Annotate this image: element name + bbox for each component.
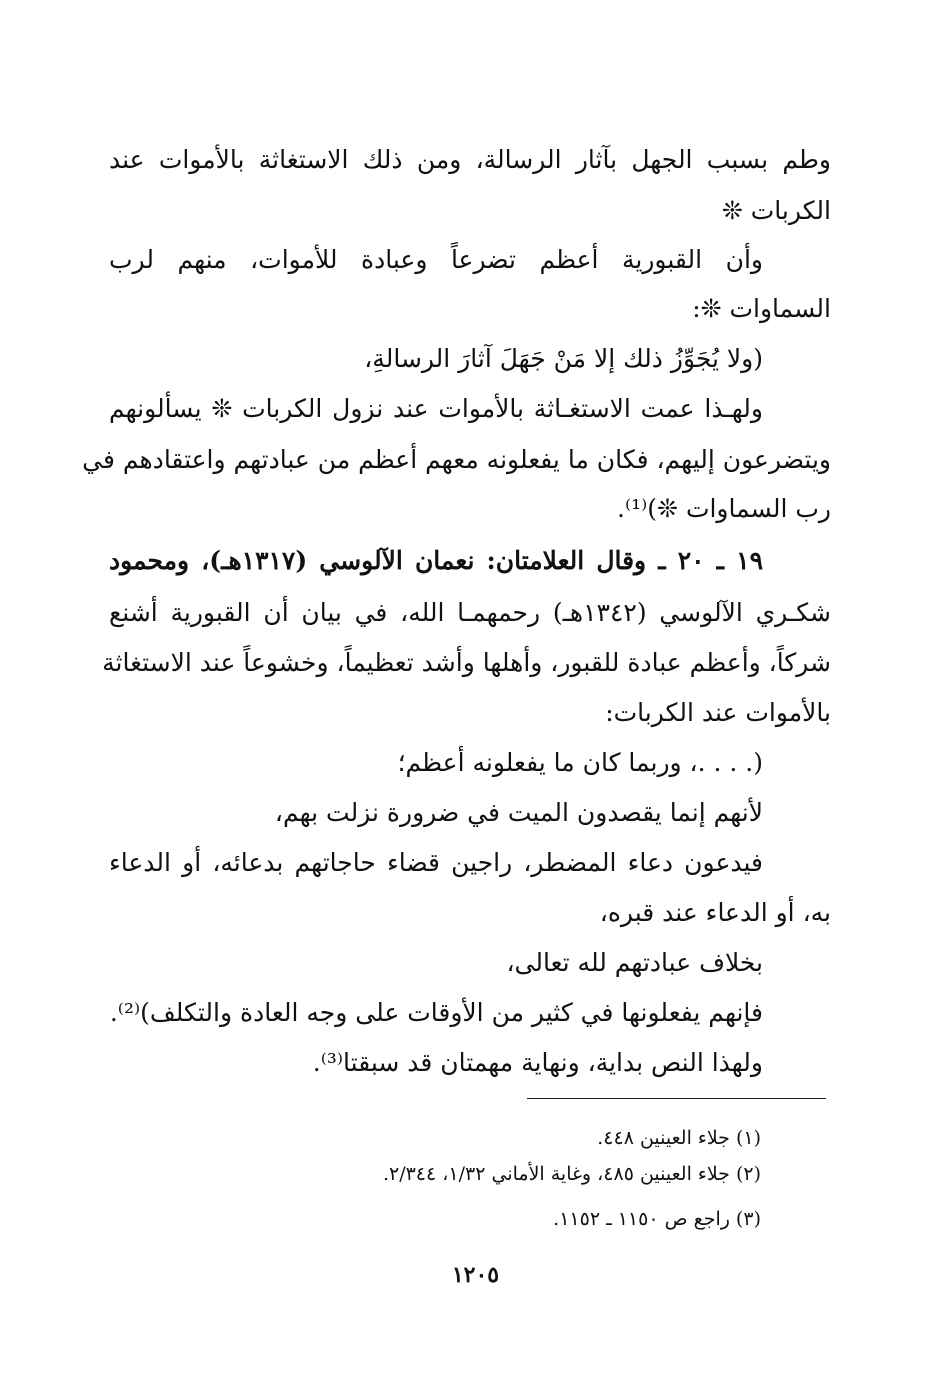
text-line: شركاً، وأعظم عبادة للقبور، وأهلها وأشد تعظيماً، وخشوعاً عند الاستغاثة bbox=[102, 648, 831, 677]
text-line: السماوات ❊: bbox=[692, 294, 831, 323]
footnote-1: (١) جلاء العينين ٤٤٨. bbox=[597, 1127, 761, 1149]
quote-line: (ولا يُجَوِّزُ ذلك إلا مَنْ جَهَلَ آثارَ الرسالةِ، bbox=[364, 344, 763, 373]
quote-line: بخلاف عبادتهم لله تعالى، bbox=[506, 948, 763, 977]
section-heading-line: ١٩ ـ ٢٠ ـ وقال العلامتان: نعمان الآلوسي (١٣١٧هـ)، ومحمود bbox=[109, 546, 763, 575]
text-line: ويتضرعون إليهم، فكان ما يفعلونه معهم أعظم من عبادتهم واعتقادهم في bbox=[82, 445, 831, 474]
text-line: وطم بسبب الجهل بآثار الرسالة، ومن ذلك الاستغاثة بالأموات عند bbox=[109, 145, 831, 174]
quote-line: فإنهم يفعلونها في كثير من الأوقات على وجه العادة والتكلف)⁽²⁾. bbox=[109, 998, 763, 1027]
quote-line: لأنهم إنما يقصدون الميت في ضرورة نزلت بهم، bbox=[274, 798, 763, 827]
footnote-divider bbox=[527, 1098, 826, 1099]
quote-line: (. . . .، وربما كان ما يفعلونه أعظم؛ bbox=[397, 748, 763, 777]
page-number: ١٢٠٥ bbox=[451, 1262, 500, 1288]
text-line: ولهـذا عمت الاستغـاثة بالأموات عند نزول الكربات ❊ يسألونهم bbox=[109, 394, 763, 423]
text-line: بالأموات عند الكربات: bbox=[605, 698, 831, 727]
quote-line: فيدعون دعاء المضطر، راجين قضاء حاجاتهم بدعائه، أو الدعاء bbox=[109, 848, 763, 877]
text-line: رب السماوات ❊)⁽¹⁾. bbox=[617, 494, 831, 523]
footnote-2: (٢) جلاء العينين ٤٨٥، وغاية الأماني ١/٣٢، ٢/٣٤٤. bbox=[382, 1163, 761, 1185]
text-line: وأن القبورية أعظم تضرعاً وعبادة للأموات، منهم لرب bbox=[109, 245, 763, 274]
footnote-3: (٣) راجع ص ١١٥٠ ـ ١١٥٢. bbox=[553, 1208, 761, 1230]
quote-line: به، أو الدعاء عند قبره، bbox=[599, 898, 831, 927]
text-line: شكـري الآلوسي (١٣٤٢هـ) رحمهمـا الله، في بيان أن القبورية أشنع bbox=[109, 598, 832, 627]
text-line: ولهذا النص بداية، ونهاية مهمتان قد سبقتا⁽³⁾. bbox=[312, 1048, 763, 1077]
text-line: الكربات ❊ bbox=[721, 196, 831, 225]
